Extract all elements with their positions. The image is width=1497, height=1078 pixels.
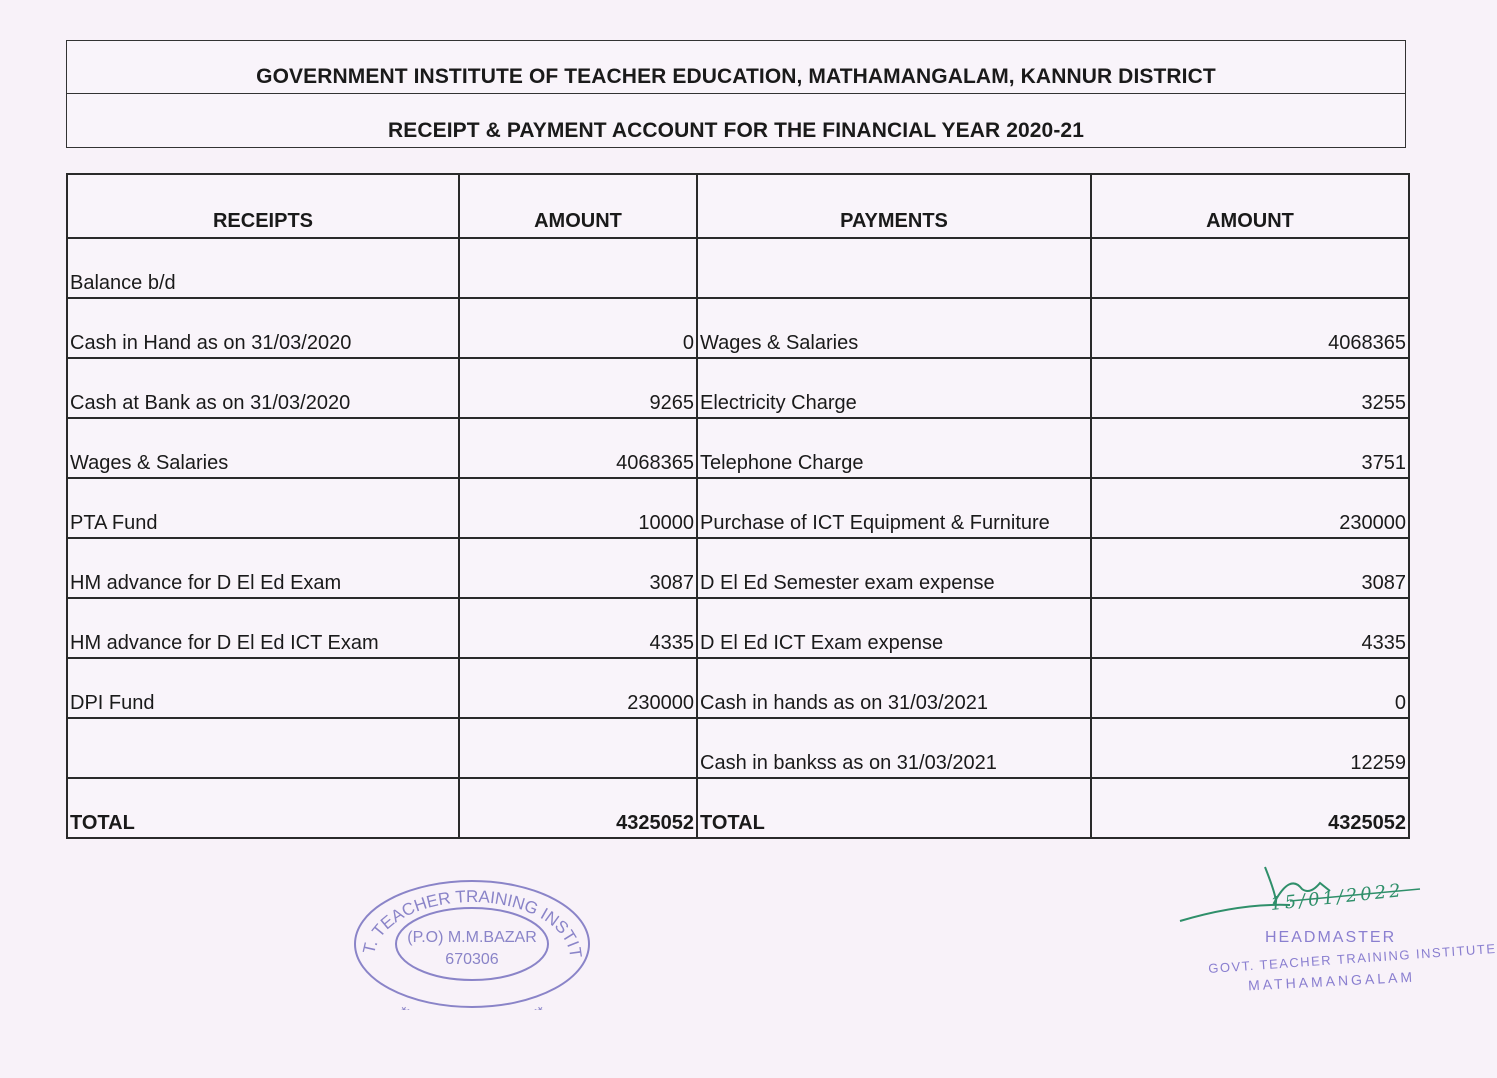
payment-total-label: TOTAL [697,778,1091,838]
column-header-payments: PAYMENTS [697,174,1091,238]
table-row [67,358,1409,418]
receipt-cell: PTA Fund [67,478,459,538]
seal-address-line: (P.O) M.M.BAZAR [407,929,537,946]
payment-amount-cell: 230000 [1091,478,1409,538]
receipt-cell: HM advance for D El Ed Exam [67,538,459,598]
headmaster-place-stamp: MATHAMANGALAM [1247,968,1416,994]
payment-amount-cell: 0 [1091,658,1409,718]
institution-title: GOVERNMENT INSTITUTE OF TEACHER EDUCATION, MATHAMANGALAM, KANNUR DISTRICT [67,41,1405,94]
receipt-amount-cell: 4335 [459,598,697,658]
receipt-amount-cell: 3087 [459,538,697,598]
receipt-total-label: TOTAL [67,778,459,838]
payment-cell: Purchase of ICT Equipment & Furniture [697,478,1091,538]
receipt-cell: Wages & Salaries [67,418,459,478]
table-row [67,658,1409,718]
receipt-amount-cell: 9265 [459,358,697,418]
receipt-cell [67,718,459,778]
payment-amount-cell: 12259 [1091,718,1409,778]
seal-pin-code: 670306 [445,951,499,968]
receipt-payment-table [66,173,1410,839]
payment-cell: Telephone Charge [697,418,1091,478]
payment-cell [697,238,1091,298]
payment-amount-cell: 4068365 [1091,298,1409,358]
payment-cell: Cash in bankss as on 31/03/2021 [697,718,1091,778]
headmaster-org-stamp: GOVT. TEACHER TRAINING INSTITUTE [1207,940,1497,977]
receipt-cell: DPI Fund [67,658,459,718]
table-header-row [67,174,1409,238]
payment-cell: Wages & Salaries [697,298,1091,358]
column-header-receipt-amount: AMOUNT [459,174,697,238]
receipt-amount-cell: 10000 [459,478,697,538]
payment-amount-cell: 3751 [1091,418,1409,478]
document-header [66,40,1406,148]
institute-seal [352,878,592,1010]
payment-cell: D El Ed Semester exam expense [697,538,1091,598]
payment-cell: Cash in hands as on 31/03/2021 [697,658,1091,718]
receipt-cell: HM advance for D El Ed ICT Exam [67,598,459,658]
receipt-amount-cell: 0 [459,298,697,358]
table-row [67,598,1409,658]
table-row [67,718,1409,778]
receipt-amount-cell [459,238,697,298]
column-header-payment-amount: AMOUNT [1091,174,1409,238]
receipt-cell: Cash in Hand as on 31/03/2020 [67,298,459,358]
table-row [67,538,1409,598]
payment-amount-cell: 4335 [1091,598,1409,658]
seal-outer-text: T. TEACHER TRAINING INSTIT [359,887,586,960]
account-subtitle: RECEIPT & PAYMENT ACCOUNT FOR THE FINANCIAL YEAR 2020-21 [388,119,1084,142]
receipt-cell: Balance b/d [67,238,459,298]
payment-amount-cell: 3087 [1091,538,1409,598]
receipt-amount-cell [459,718,697,778]
table-row [67,298,1409,358]
headmaster-signature-block [1170,855,1497,1005]
receipt-cell: Cash at Bank as on 31/03/2020 [67,358,459,418]
receipt-total-amount: 4325052 [459,778,697,838]
table-row [67,238,1409,298]
payment-amount-cell [1091,238,1409,298]
receipt-amount-cell: 230000 [459,658,697,718]
payment-cell: D El Ed ICT Exam expense [697,598,1091,658]
column-header-receipts: RECEIPTS [67,174,459,238]
payment-amount-cell: 3255 [1091,358,1409,418]
headmaster-title-stamp: HEADMASTER [1265,929,1397,946]
total-row [67,778,1409,838]
payment-total-amount: 4325052 [1091,778,1409,838]
signature-date: 15/01/2022 [1269,880,1405,915]
table-row [67,418,1409,478]
payment-cell: Electricity Charge [697,358,1091,418]
receipt-amount-cell: 4068365 [459,418,697,478]
table-row [67,478,1409,538]
seal-graphic [352,878,592,1010]
